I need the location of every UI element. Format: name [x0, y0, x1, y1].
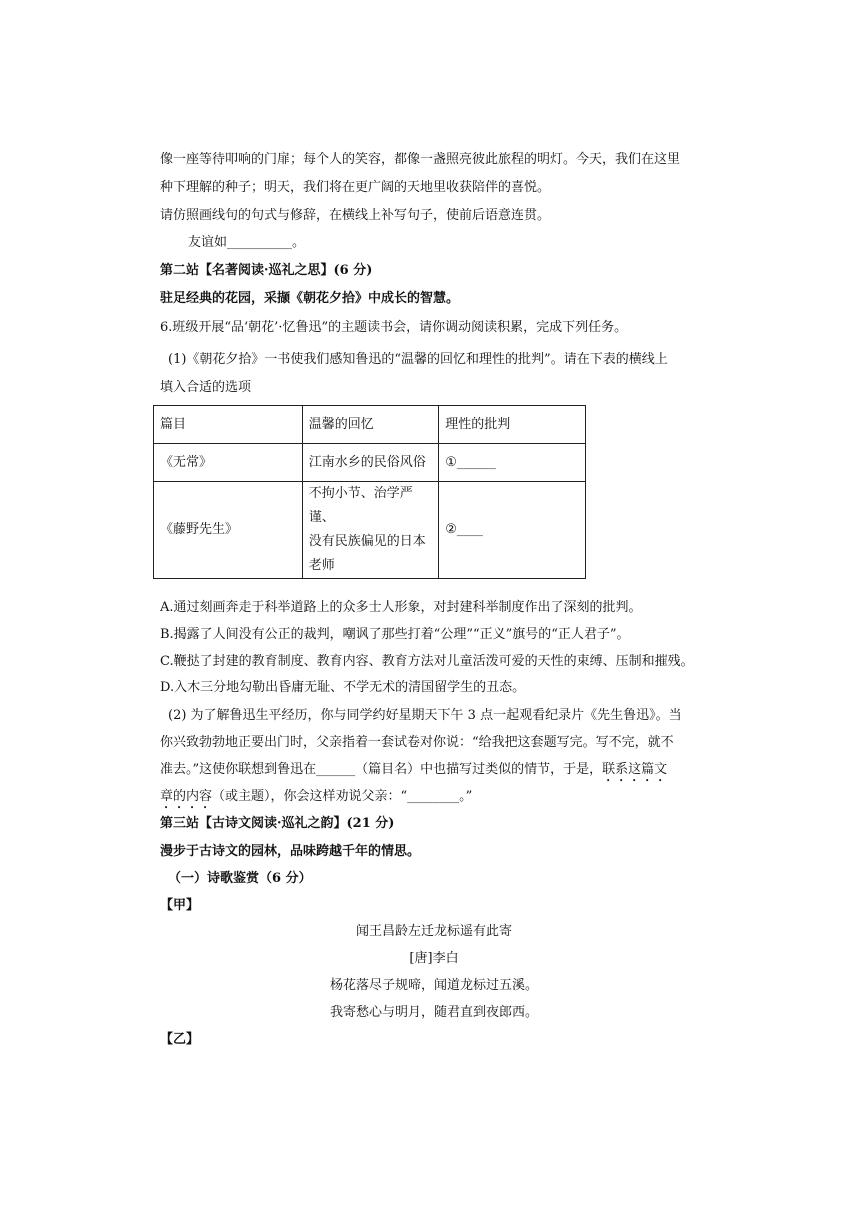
option-c: C.鞭挞了封建的教育制度、教育内容、教育方法对儿童活泼可爱的天性的束缚、压制和摧残。 — [160, 654, 694, 669]
row-title: 《藤野先生》 — [154, 482, 303, 579]
emphasized-text: 联系这篇文 — [602, 762, 668, 777]
table-row — [154, 482, 586, 579]
station3-subtitle: 漫步于古诗文的园林，品味跨越千年的情思。 — [160, 844, 421, 859]
section-poetry: （一）诗歌鉴赏（6 分） — [168, 871, 312, 886]
poem-title: 闻王昌龄左迁龙标遥有此寄 — [355, 924, 512, 939]
intro-line-2: 种下理解的种子；明天，我们将在更广阔的天地里收获陪伴的喜悦。 — [160, 180, 551, 195]
station2-subtitle: 驻足经典的花园，采撷《朝花夕拾》中成长的智慧。 — [160, 291, 460, 306]
reading-table — [153, 405, 586, 579]
question-6-2-line-2: 你兴致勃勃地正要出门时，父亲指着一套试卷对你说：“给我把这套题写完。写不完，就不 — [160, 735, 674, 750]
memory-line: 不拘小节、治学严谨、 — [308, 486, 413, 525]
question-6-1-line-2: 填入合适的选项 — [160, 380, 252, 395]
emphasized-text: 章的内容 — [160, 789, 213, 804]
line-4-text: （或主题），你会这样劝说父亲：“________。” — [212, 789, 473, 804]
option-d: D.入木三分地勾勒出昏庸无耻、不学无术的清国留学生的丑态。 — [160, 680, 526, 695]
line-3-text: 准去。”这使你联想到鲁迅在______（篇目名）中也描写过类似的情节，于是， — [160, 762, 603, 777]
header-critique: 理性的批判 — [439, 406, 586, 444]
table-header-row — [154, 406, 586, 444]
row-critique-blank: ①______ — [439, 444, 586, 482]
label-yi: 【乙】 — [160, 1032, 200, 1047]
label-jia: 【甲】 — [160, 898, 200, 913]
row-critique-blank: ②____ — [439, 482, 586, 579]
memory-line: 没有民族偏见的日本 — [308, 534, 426, 549]
question-6-2-line-4 — [160, 787, 472, 812]
intro-instruction: 请仿照画线句的句式与修辞，在横线上补写句子，使前后语意连贯。 — [160, 208, 551, 223]
station3-title: 第三站【古诗文阅读·巡礼之韵】(21 分) — [160, 816, 395, 831]
answer-line: 友谊如__________。 — [188, 235, 306, 250]
option-a: A.通过刻画奔走于科举道路上的众多士人形象，对封建科举制度作出了深刻的批判。 — [160, 600, 642, 615]
question-6-2-line-1: (2) 为了解鲁迅生平经历，你与同学约好星期天下午 3 点一起观看纪录片《先生鲁迅》。当 — [168, 708, 682, 723]
poem-author: [唐]李白 — [409, 951, 459, 966]
intro-line-1: 像一座等待叩响的门扉；每个人的笑容，都像一盏照亮彼此旅程的明灯。今天，我们在这里 — [160, 152, 681, 167]
poem-line-1: 杨花落尽子规啼，闻道龙标过五溪。 — [329, 978, 538, 993]
option-b: B.揭露了人间没有公正的裁判，嘲讽了那些打着“公理”“正义”旗号的“正人君子”。 — [160, 627, 630, 642]
poem-line-2: 我寄愁心与明月，随君直到夜郎西。 — [329, 1005, 538, 1020]
header-title: 篇目 — [154, 406, 303, 444]
question-6-1-line-1: (1)《朝花夕拾》一书使我们感知鲁迅的“温馨的回忆和理性的批判”。请在下表的横线上 — [168, 352, 668, 367]
question-6-2-line-3 — [160, 760, 667, 785]
table-row — [154, 444, 586, 482]
question-6: 6.班级开展“品‘朝花’·忆鲁迅”的主题读书会，请你调动阅读积累，完成下列任务。 — [160, 320, 628, 335]
row-memory: 江南水乡的民俗风俗 — [302, 444, 438, 482]
row-memory — [302, 482, 438, 579]
station2-title: 第二站【名著阅读·巡礼之思】(6 分) — [160, 263, 373, 278]
header-memory: 温馨的回忆 — [302, 406, 438, 444]
row-title: 《无常》 — [154, 444, 303, 482]
memory-line: 老师 — [308, 558, 335, 573]
